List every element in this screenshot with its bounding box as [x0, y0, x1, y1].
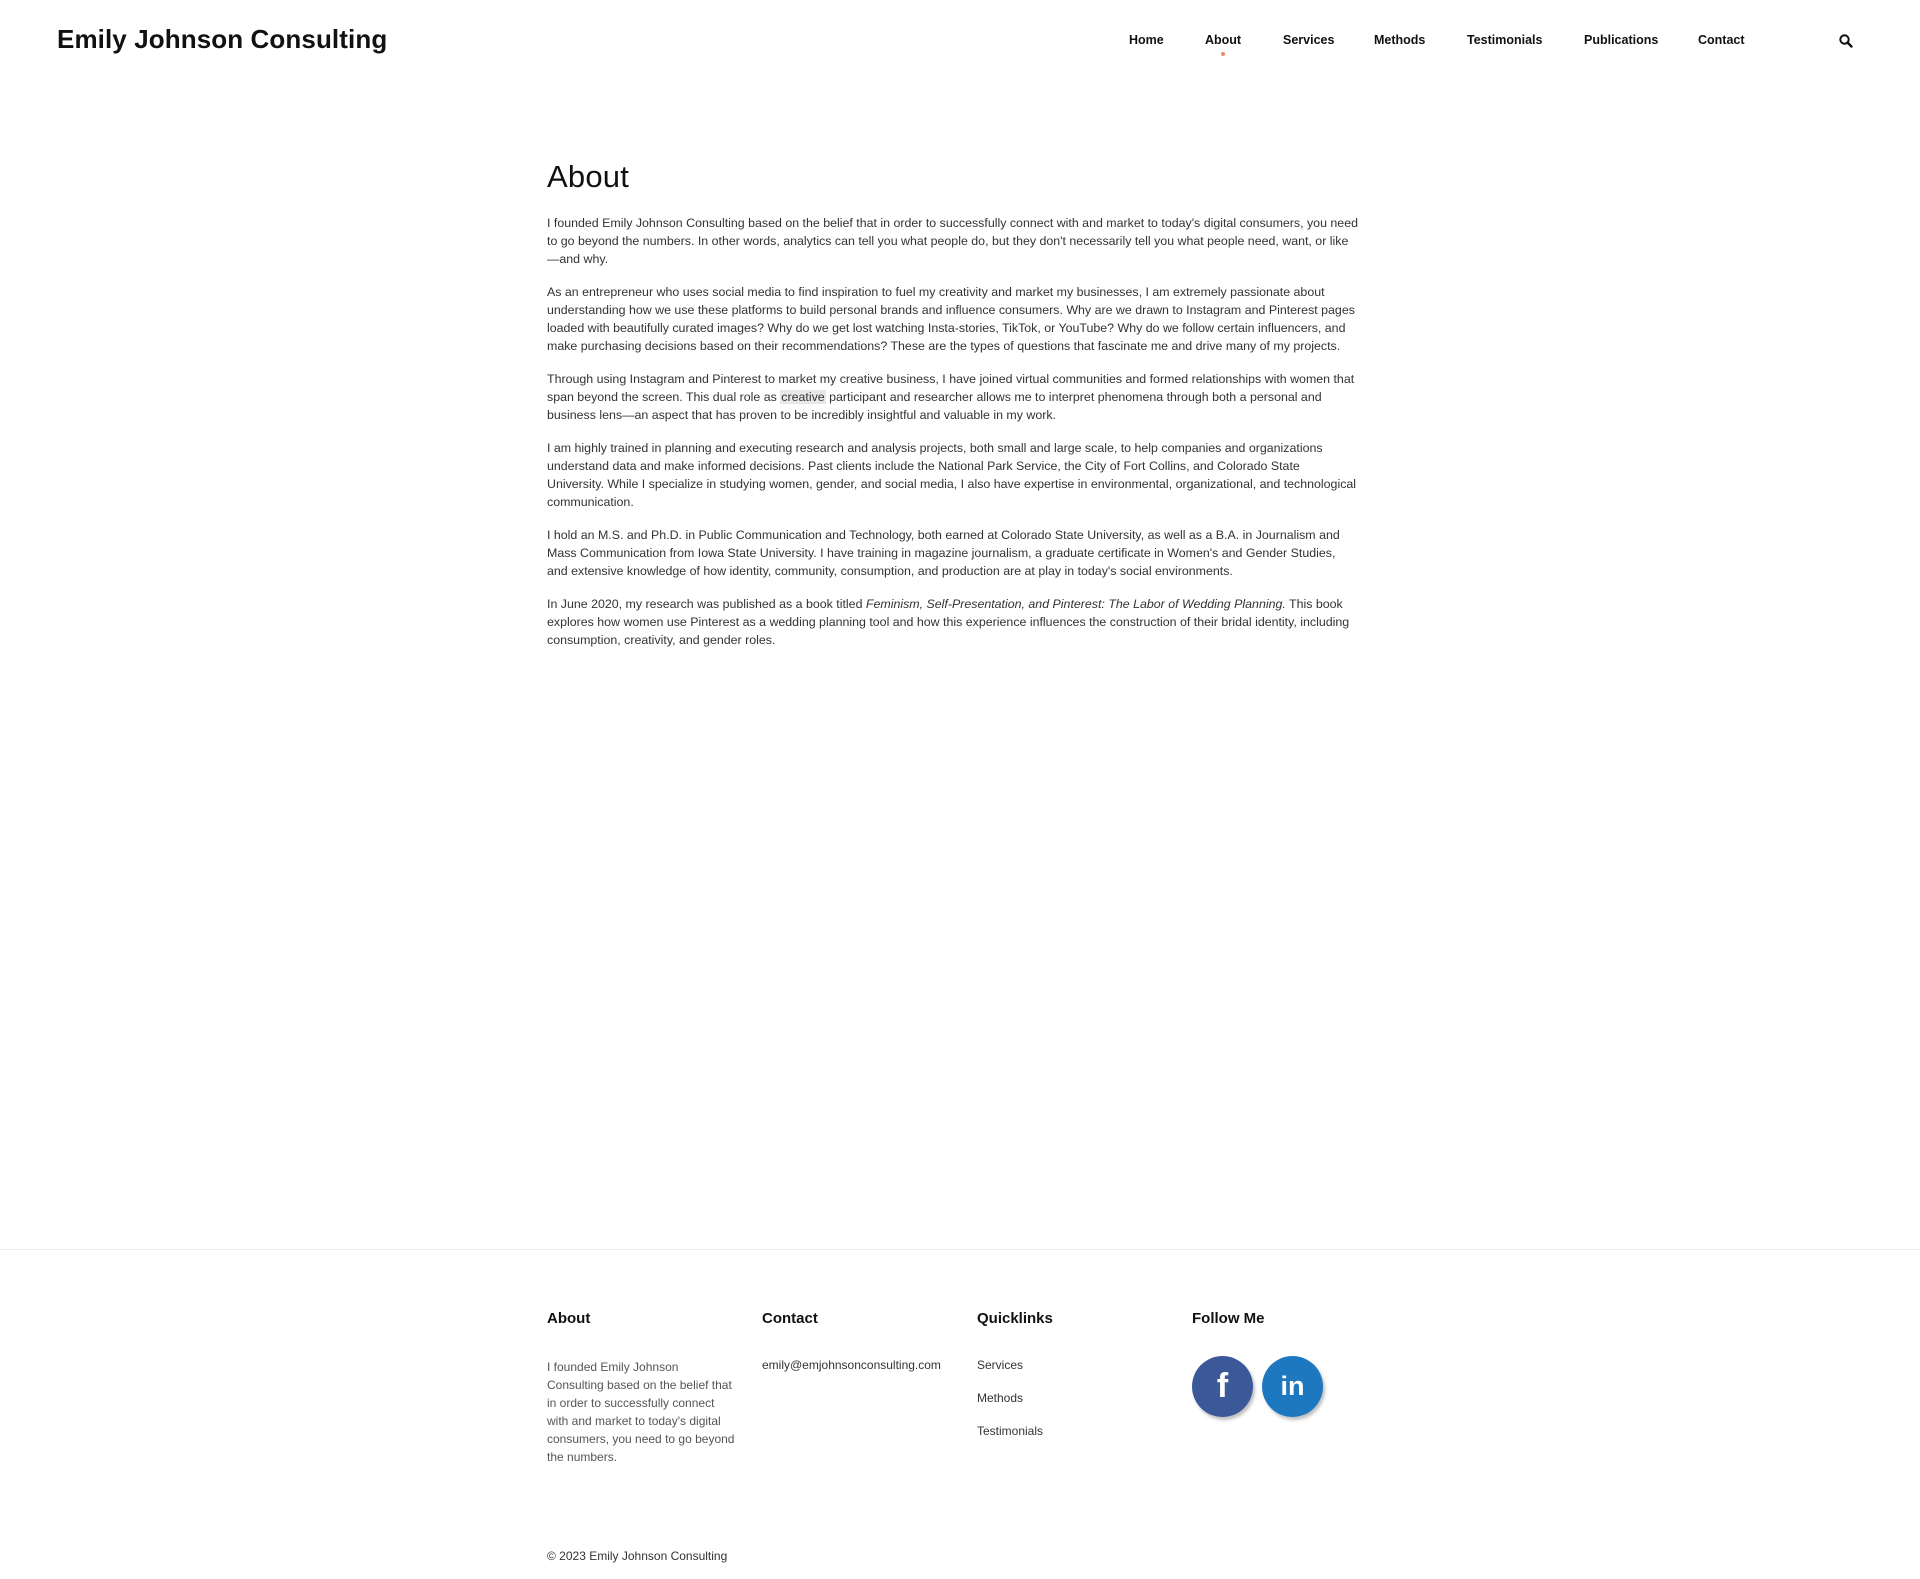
- social-links: [1192, 1356, 1323, 1417]
- footer-follow-heading: Follow Me: [1192, 1310, 1265, 1327]
- quicklink-services[interactable]: Services: [977, 1358, 1024, 1372]
- main-nav: [0, 33, 1920, 53]
- footer-about: [547, 1310, 737, 1466]
- nav-contact[interactable]: Contact: [1698, 33, 1745, 47]
- quicklinks-list: [977, 1358, 1053, 1439]
- nav-services[interactable]: Services: [1283, 33, 1335, 47]
- paragraph-text: Through using Instagram and Pinterest to market my creative business, I have joined virtual communities and formed relationships with women that span beyond the screen. This dual role as: [547, 372, 1355, 404]
- quicklink-testimonials[interactable]: Testimonials: [977, 1424, 1044, 1438]
- linkedin-icon[interactable]: in: [1262, 1356, 1323, 1417]
- about-paragraph-6: [547, 595, 1359, 649]
- highlighted-word: creative: [781, 390, 825, 404]
- book-title: Feminism, Self-Presentation, and Pinterest: The Labor of Wedding Planning.: [865, 597, 1286, 611]
- footer-about-text: I founded Emily Johnson Consulting based on the belief that in order to successfully connect with and market to today's digital consumers, you need to go beyond the numbers.: [547, 1360, 735, 1464]
- about-paragraph-1: I founded Emily Johnson Consulting based on the belief that in order to successfully connect with and market to today's digital consumers, you need to go beyond the numbers. In other words, analytics can tell you what people do, but they don't necessarily tell you what people need, want, or like—and why.: [547, 216, 1358, 266]
- nav-publications[interactable]: Publications: [1584, 33, 1659, 47]
- facebook-icon[interactable]: f: [1192, 1356, 1253, 1417]
- footer-contact-heading: Contact: [762, 1310, 818, 1327]
- footer-about-heading: About: [547, 1310, 591, 1327]
- footer-quicklinks-heading: Quicklinks: [977, 1310, 1053, 1327]
- about-paragraph-4: I am highly trained in planning and executing research and analysis projects, both small and large scale, to help companies and organizations understand data and make informed decisions. Past clients include the National Park Service, the City of Fort Collins, and Colorado State University. While I specialize in studying women, gender, and social media, I also have expertise in environmental, organizational, and technological communication.: [547, 441, 1357, 509]
- main-content: [547, 150, 1359, 664]
- footer-quicklinks: [977, 1310, 1053, 1457]
- nav-testimonials[interactable]: Testimonials: [1467, 33, 1543, 47]
- footer-divider: [0, 1249, 1920, 1250]
- about-paragraph-5: I hold an M.S. and Ph.D. in Public Communication and Technology, both earned at Colorado State University, as well as a B.A. in Journalism and Mass Communication from Iowa State University. I have training in magazine journalism, a graduate certificate in Women's and Gender Studies, and extensive knowledge of how identity, community, consumption, and production are at play in today's social environments.: [547, 528, 1340, 578]
- nav-home[interactable]: Home: [1129, 33, 1164, 47]
- nav-about[interactable]: About: [1205, 33, 1242, 47]
- about-paragraph-2: As an entrepreneur who uses social media to find inspiration to fuel my creativity and market my businesses, I am extremely passionate about understanding how we use these platforms to build personal brands and influence consumers. Why are we drawn to Instagram and Pinterest pages loaded with beautifully curated images? Why do we get lost watching Insta-stories, TikTok, or YouTube? Why do we follow certain influencers, and make purchasing decisions based on their recommendations? These are the types of questions that fascinate me and drive many of my projects.: [547, 285, 1355, 353]
- nav-methods[interactable]: Methods: [1374, 33, 1426, 47]
- page-title: About: [547, 159, 630, 194]
- site-logo[interactable]: Emily Johnson Consulting: [57, 24, 388, 54]
- paragraph-text: This book explores how women use Pinterest as a wedding planning tool and how this experience influences the construction of their bridal identity, including consumption, creativity, and gender roles.: [547, 597, 1350, 647]
- search-icon[interactable]: [1838, 33, 1854, 49]
- footer-follow: [1192, 1310, 1323, 1417]
- paragraph-text: In June 2020, my research was published as a book titled: [547, 597, 866, 611]
- footer-email-link[interactable]: emily@emjohnsonconsulting.com: [762, 1358, 941, 1372]
- footer-contact: [762, 1310, 941, 1372]
- about-content: [547, 214, 1359, 649]
- paragraph-text: participant and researcher allows me to interpret phenomena through both a personal and business lens—an aspect that has proven to be incredibly insightful and valuable in my work.: [547, 390, 1322, 422]
- copyright-text: © 2023 Emily Johnson Consulting: [547, 1549, 728, 1563]
- quicklink-methods[interactable]: Methods: [977, 1391, 1024, 1405]
- site-header: [0, 0, 1920, 82]
- about-paragraph-3: [547, 370, 1359, 424]
